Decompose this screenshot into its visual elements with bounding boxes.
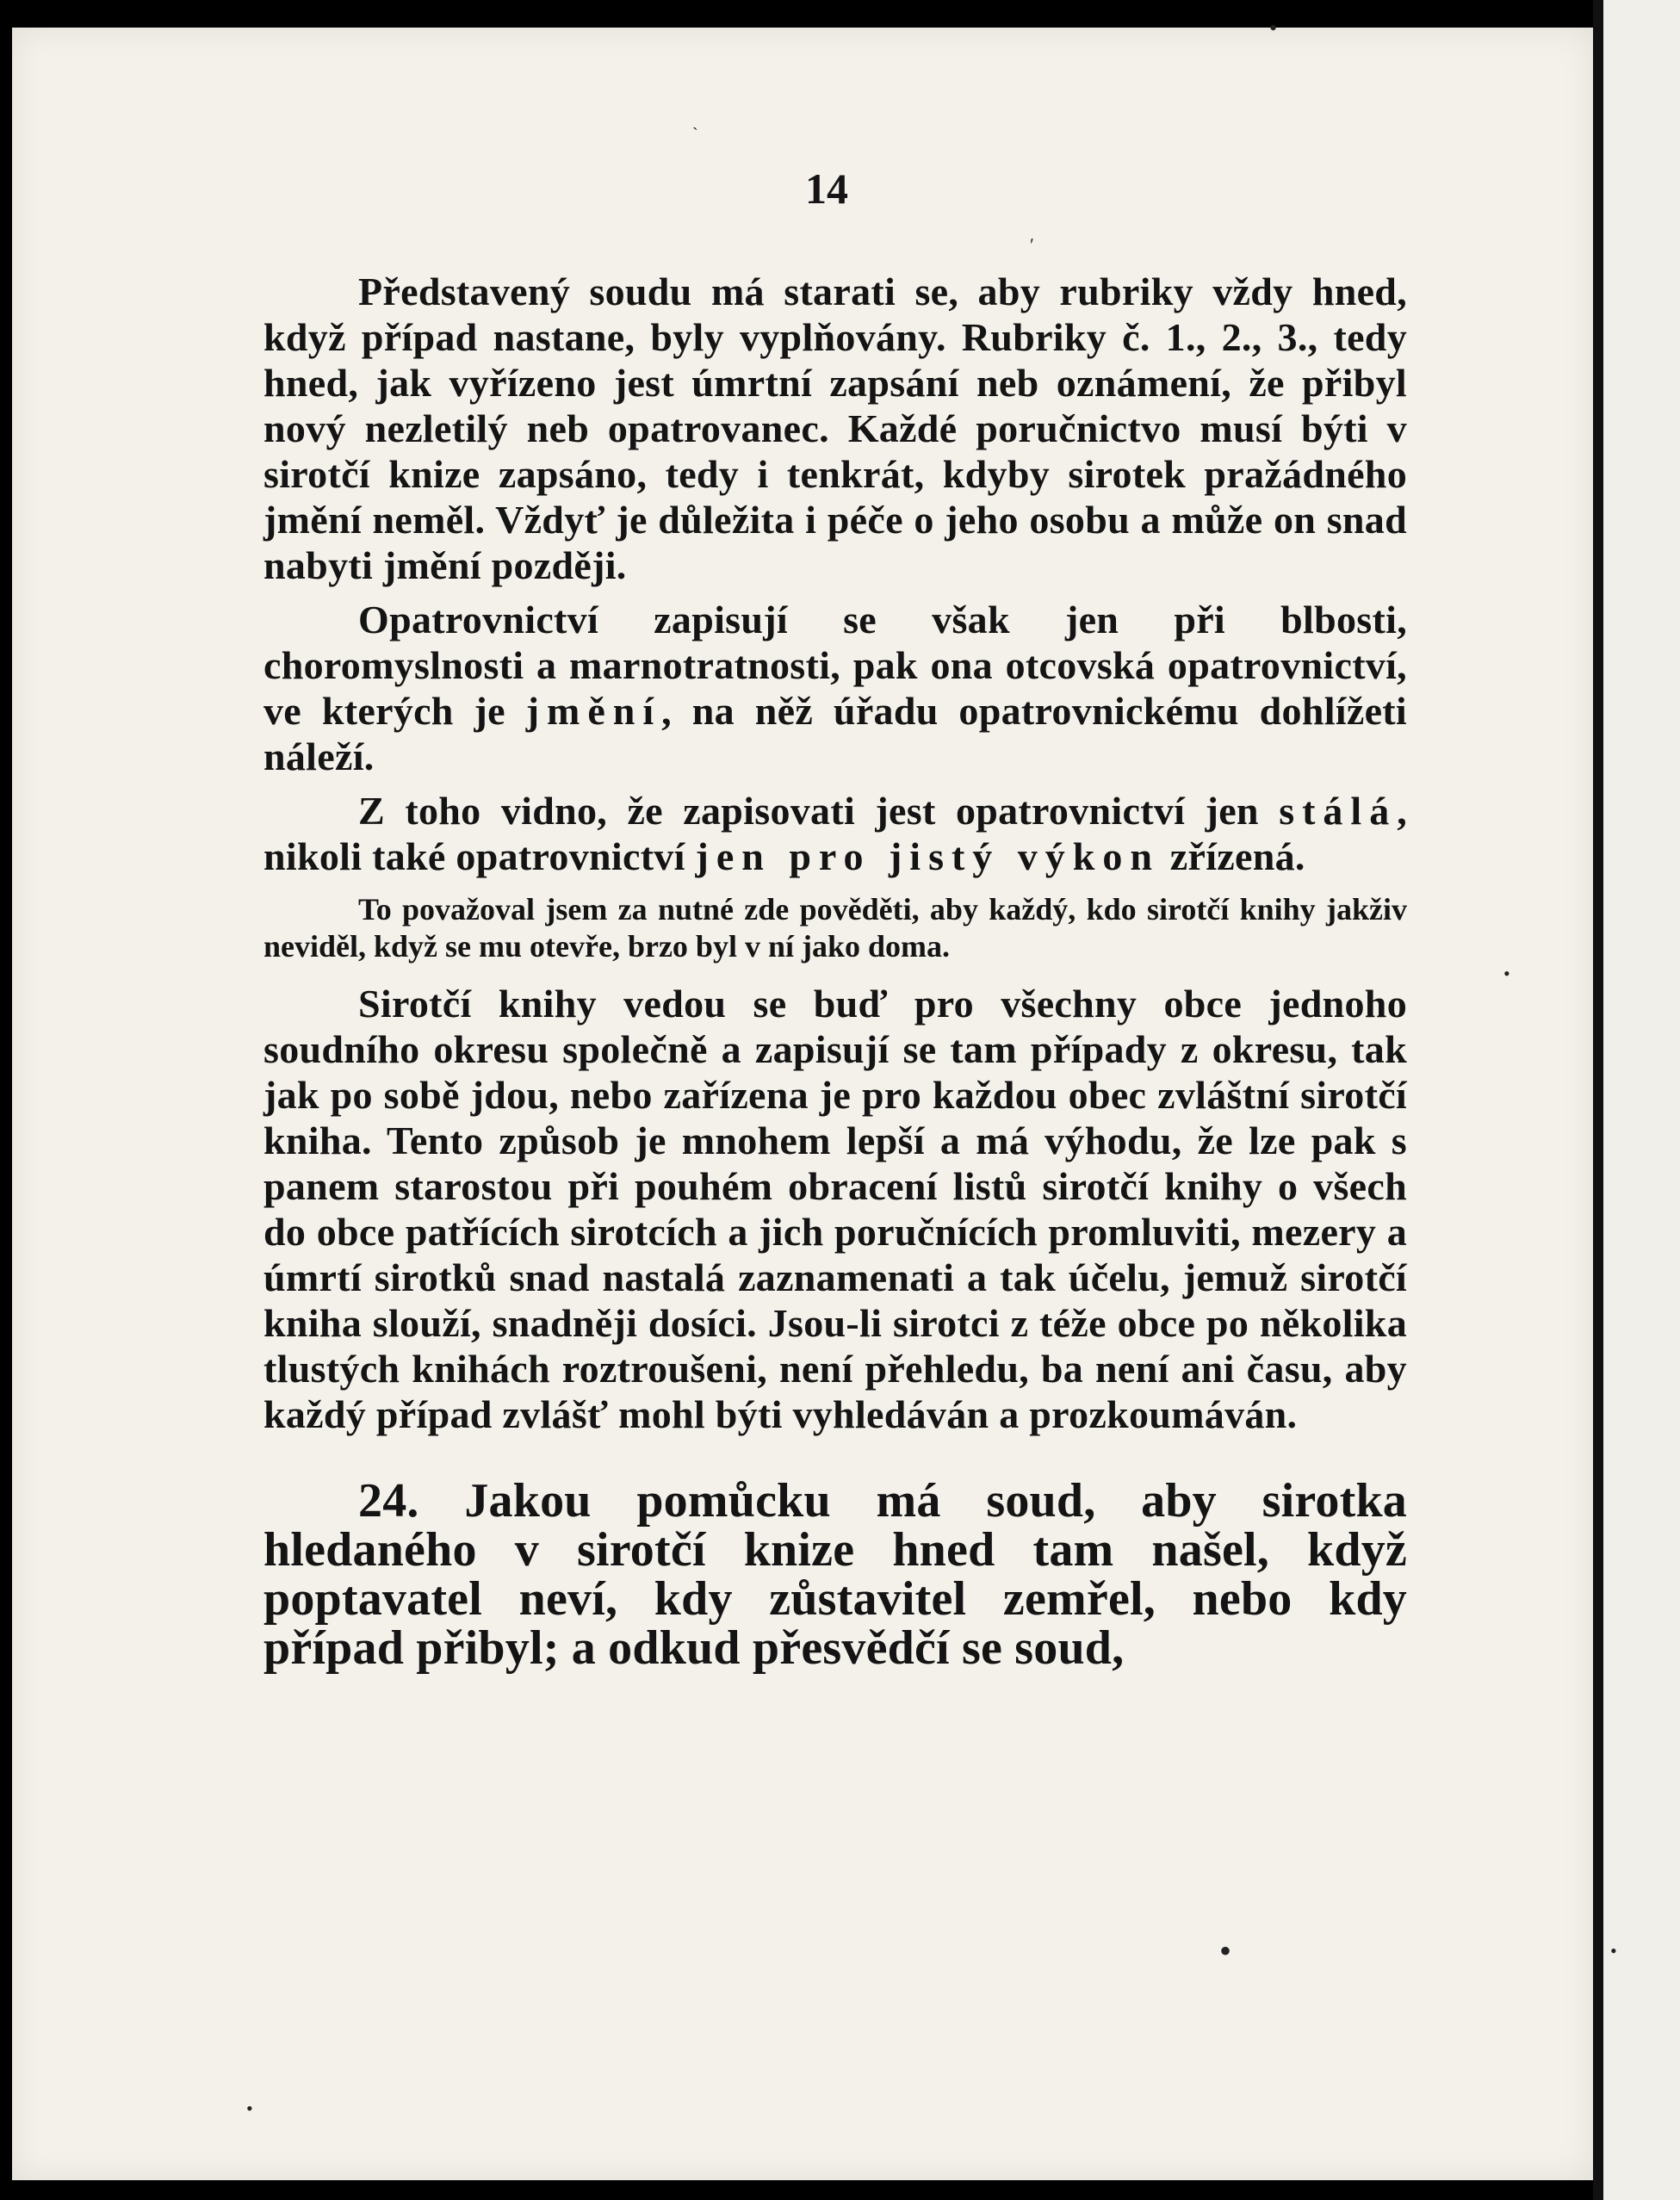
speck-mark: • (1610, 1940, 1617, 1961)
question-heading: 24. Jakou pomůcku má soud, aby sirotka hledaného v sirotčí knize hned tam našel, když poptavatel neví, kdy zůstavitel zemřel, nebo kdy případ přibyl; a odkud přesvědčí se soud, (263, 1474, 1407, 1675)
paragraph-1: Představený soudu má starati se, aby rubriky vždy hned, když případ nastane, byly vyplňovány. Rubriky č. 1., 2., 3., tedy hned, jak vyřízeno jest úmrtní zapsání neb oznámení, že přibyl nový nezletilý neb opatrovanec. Každé poručnictvo musí býti v sirotčí knize zapsáno, tedy i tenkrát, kdyby sirotek pražádného jmění neměl. Vždyť je důležita i péče o jeho osobu a může on snad nabyti jmění později. (263, 270, 1407, 587)
speck-mark: ʹ (1030, 234, 1034, 256)
speck-mark: • (246, 2098, 253, 2119)
speck-mark: • (1503, 963, 1510, 984)
speck-mark: ˋ (692, 125, 698, 144)
speck-mark: • (1269, 15, 1278, 40)
paragraph-2-part-2: , na něž úřadu opatrovnickému dohlížeti náleží. (263, 689, 1407, 778)
paragraph-3-spaced-term-1: stálá (1279, 789, 1398, 833)
paragraph-3 (263, 788, 1407, 879)
paragraph-3-part-1: Z toho vidno, že zapisovati jest opatrovnictví jen (358, 789, 1280, 833)
page-gutter-shadow (1593, 0, 1603, 2200)
footnote-remark: To považoval jsem za nutné zde pověděti, aby každý, kdo sirotčí knihy jakživ neviděl, když se mu otevře, brzo byl v ní jako doma. (263, 892, 1407, 964)
paragraph-2-part-1: Opatrovnictví zapisují se však jen při blbosti, choromyslnosti a marnotratnosti, pak ona otcovská opatrovnictví, ve kterých je (263, 598, 1407, 733)
paragraph-3-part-2: , nikoli také opatrovnictví (263, 789, 1407, 878)
speck-mark: • (1219, 1931, 1232, 1970)
paragraph-2-spaced-term: jmění (525, 689, 662, 733)
body-text (263, 269, 1407, 1673)
paragraph-3-spaced-term-2: jen pro jistý výkon (695, 834, 1160, 878)
adjacent-page-edge (1603, 0, 1680, 2200)
paragraph-2 (263, 597, 1407, 779)
page-number: 14 (805, 164, 848, 213)
paragraph-3-part-3: zřízená. (1159, 834, 1305, 878)
paragraph-4: Sirotčí knihy vedou se buď pro všechny obce jednoho soudního okresu společně a zapisují se tam případy z okresu, tak jak po sobě jdou, nebo zařízena je pro každou obec zvláštní sirotčí kniha. Tento způsob je mnohem lepší a má výhodu, že lze pak s panem starostou při pouhém obracení listů sirotčí knihy o všech do obce patřících sirotcích a jich poručnících promluviti, mezery a úmrtí sirotků snad nastalá zaznamenati a tak účelu, jemuž sirotčí kniha slouží, snadněji dosíci. Jsou-li sirotci z téže obce po několika tlustých knihách roztroušeni, není přehledu, ba není ani času, aby každý případ zvlášť mohl býti vyhledáván a prozkoumáván. (263, 982, 1407, 1436)
